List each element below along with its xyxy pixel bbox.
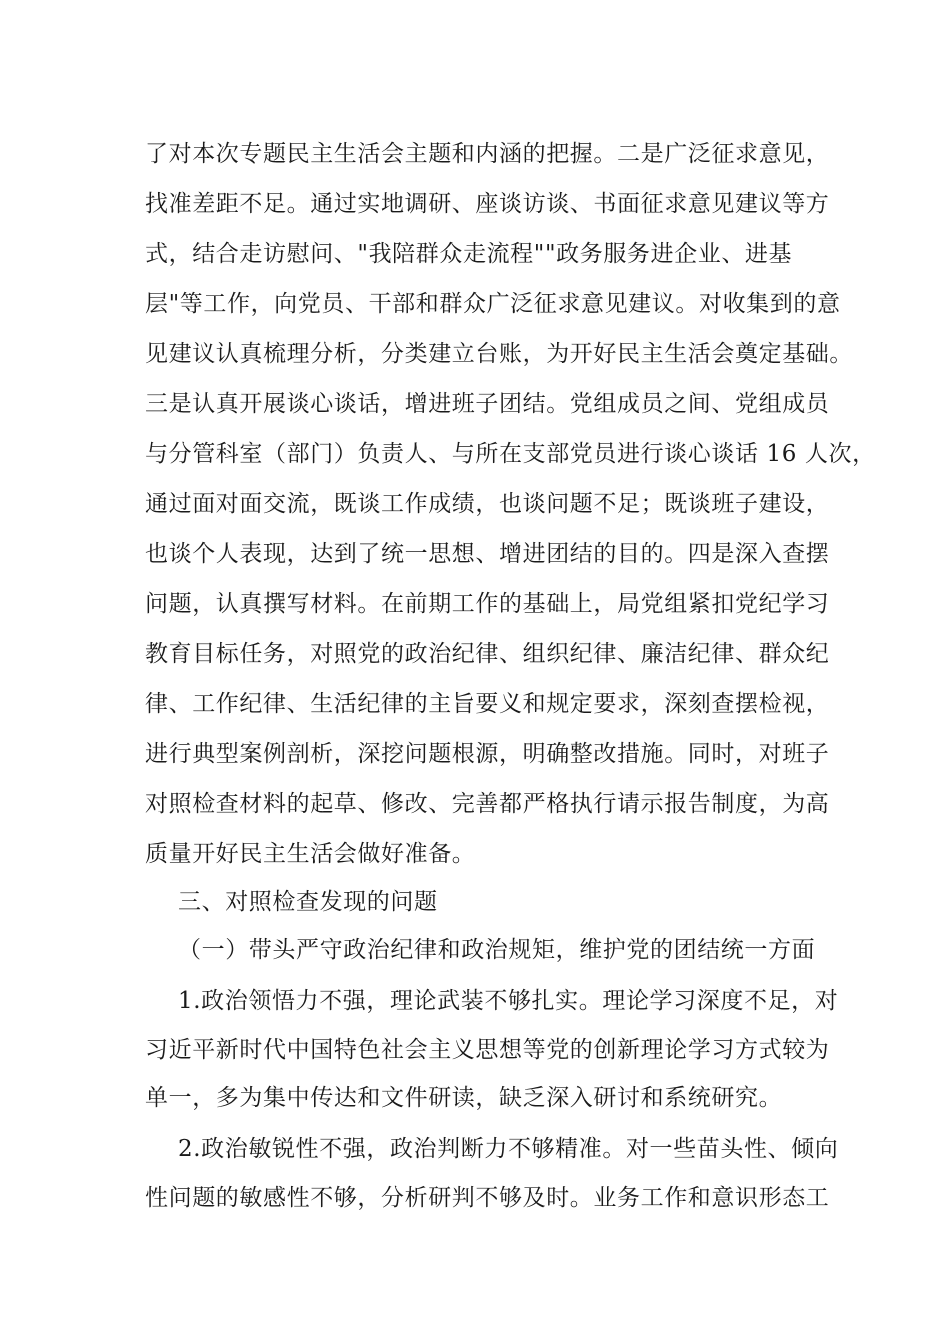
paragraph-line-10: 问题，认真撰写材料。在前期工作的基础上，局党组紧扣党纪学习 [145, 591, 830, 617]
paragraph-line-22: 性问题的敏感性不够，分析研判不够及时。业务工作和意识形态工 [145, 1185, 830, 1211]
paragraph-line-2: 找准差距不足。通过实地调研、座谈访谈、书面征求意见建议等方 [145, 191, 830, 217]
subsection-heading: （一）带头严守政治纪律和政治规矩，维护党的团结统一方面 [178, 937, 816, 963]
paragraph-line-18: 1.政治领悟力不强，理论武装不够扎实。理论学习深度不足，对 [178, 988, 839, 1014]
paragraph-line-12: 律、工作纪律、生活纪律的主旨要义和规定要求，深刻查摆检视， [145, 691, 830, 717]
paragraph-line-15: 质量开好民主生活会做好准备。 [145, 841, 476, 867]
section-heading: 三、对照检查发现的问题 [178, 889, 438, 915]
paragraph-line-11: 教育目标任务，对照党的政治纪律、组织纪律、廉洁纪律、群众纪 [145, 641, 830, 667]
paragraph-line-14: 对照检查材料的起草、修改、完善都严格执行请示报告制度，为高 [145, 791, 830, 817]
paragraph-line-9: 也谈个人表现，达到了统一思想、增进团结的目的。四是深入查摆 [145, 541, 830, 567]
paragraph-line-13: 进行典型案例剖析，深挖问题根源，明确整改措施。同时，对班子 [145, 741, 830, 767]
paragraph-line-5: 见建议认真梳理分析，分类建立台账，为开好民主生活会奠定基础。 [145, 341, 853, 367]
paragraph-line-4: 层"等工作，向党员、干部和群众广泛征求意见建议。对收集到的意 [145, 291, 841, 317]
paragraph-line-3: 式，结合走访慰问、"我陪群众走流程""政务服务进企业、进基 [145, 241, 793, 267]
paragraph-line-7: 与分管科室（部门）负责人、与所在支部党员进行谈心谈话 16 人次， [145, 441, 876, 467]
paragraph-line-19: 习近平新时代中国特色社会主义思想等党的创新理论学习方式较为 [145, 1037, 830, 1063]
paragraph-line-21: 2.政治敏锐性不强，政治判断力不够精准。对一些苗头性、倾向 [178, 1136, 839, 1162]
paragraph-line-1: 了对本次专题民主生活会主题和内涵的把握。二是广泛征求意见， [145, 141, 830, 167]
paragraph-line-20: 单一，多为集中传达和文件研读，缺乏深入研讨和系统研究。 [145, 1085, 783, 1111]
paragraph-line-8: 通过面对面交流，既谈工作成绩，也谈问题不足；既谈班子建设， [145, 491, 830, 517]
paragraph-line-6: 三是认真开展谈心谈话，增进班子团结。党组成员之间、党组成员 [145, 391, 830, 417]
